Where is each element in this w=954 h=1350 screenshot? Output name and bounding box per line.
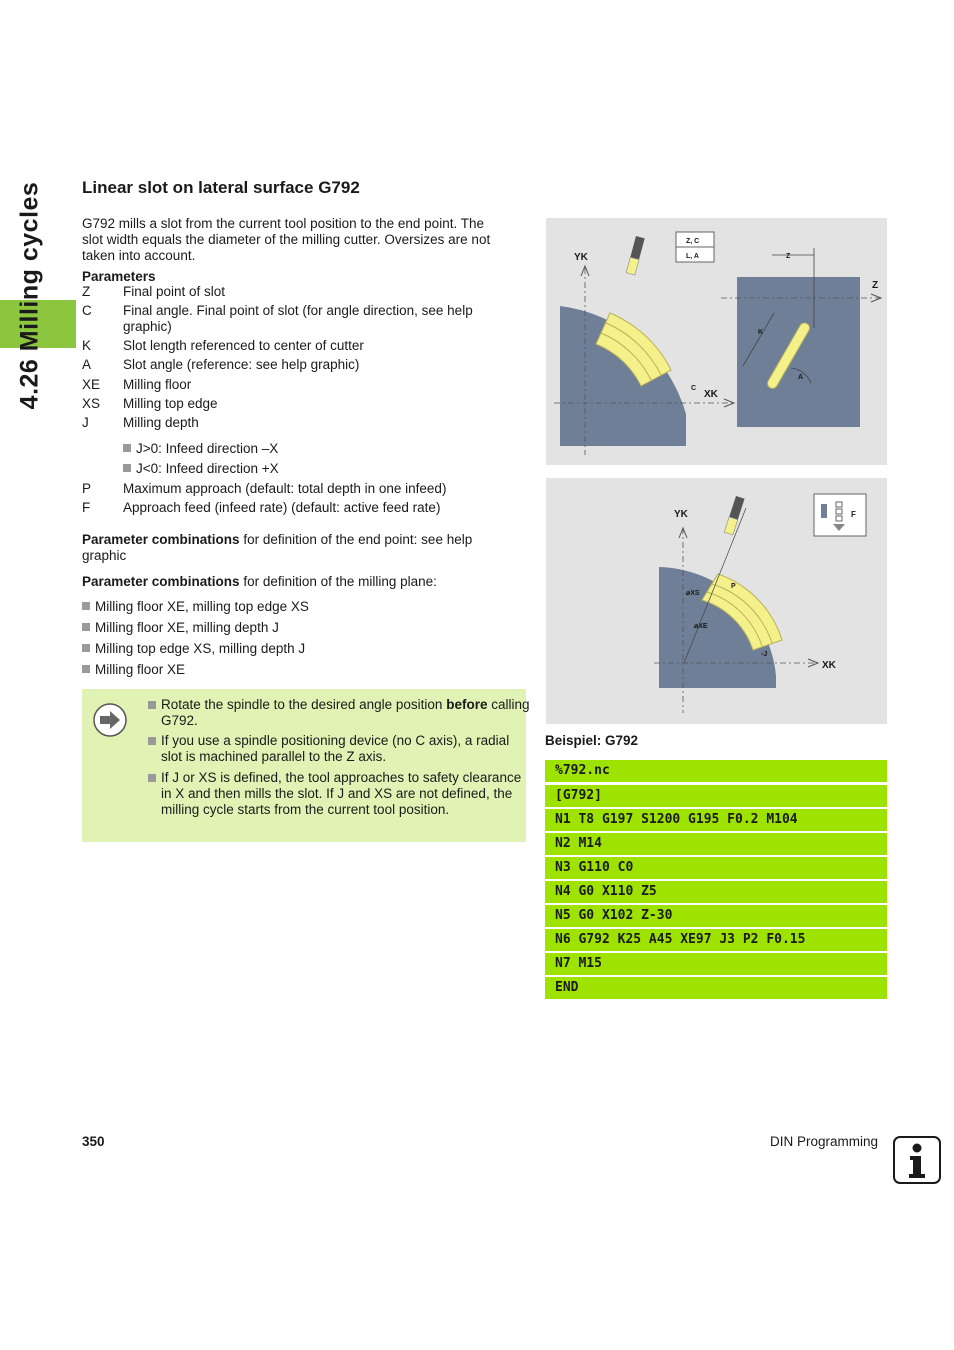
code-line: [G792] [545, 785, 887, 807]
param-key: Z [82, 284, 91, 299]
param-desc: Slot angle (reference: see help graphic) [123, 357, 360, 372]
bullet-square-icon [82, 644, 90, 652]
param-desc: Milling depth [123, 415, 199, 430]
note-item: If you use a spindle positioning device (no C axis), a radial slot is machined parallel to the Z axis. [148, 733, 531, 765]
axis-label-yk: YK [674, 509, 688, 520]
plane-option: Milling floor XE, milling top edge XS [82, 599, 309, 615]
code-line: N6 G792 K25 A45 XE97 J3 P2 F0.15 [545, 929, 887, 951]
label-f: F [851, 510, 856, 519]
workpiece-side [737, 277, 860, 427]
code-line: %792.nc [545, 760, 887, 782]
arrow-right-icon [93, 703, 127, 737]
legend-zc: Z, C [686, 238, 700, 245]
parameters-heading: Parameters [82, 269, 156, 284]
combo-end-point: Parameter combinations for definition of the end point: see help graphic [82, 532, 473, 563]
param-key: F [82, 500, 91, 515]
bullet-square-icon [82, 623, 90, 631]
param-desc: Slot length referenced to center of cutter [123, 338, 364, 353]
note-item: If J or XS is defined, the tool approaches to safety clearance in X and then mills the slot. If J and XS are not defined, the milling cycle starts from the current tool position. [148, 770, 531, 818]
label-z-dim: Z [786, 253, 791, 260]
page-number: 350 [82, 1134, 105, 1149]
code-line: N2 M14 [545, 833, 887, 855]
side-tab-label: 4.26 Milling cycles [15, 181, 44, 409]
plane-option: Milling top edge XS, milling depth J [82, 641, 305, 657]
note-box [82, 689, 530, 842]
chapter-name: DIN Programming [770, 1134, 879, 1149]
axis-label-yk: YK [574, 252, 588, 263]
param-key: K [82, 338, 92, 353]
param-desc: Maximum approach (default: total depth in one infeed) [123, 481, 447, 496]
section-title: Linear slot on lateral surface G792 [82, 178, 360, 197]
info-icon [893, 1136, 941, 1184]
param-key: XE [82, 377, 101, 392]
code-line: N3 G110 C0 [545, 857, 887, 879]
code-line: END [545, 977, 887, 999]
bullet-square-icon [82, 665, 90, 673]
code-line: N5 G0 X102 Z-30 [545, 905, 887, 927]
param-desc: Milling top edge [123, 396, 218, 411]
param-key: XS [82, 396, 101, 411]
code-line: N1 T8 G197 S1200 G195 F0.2 M104 [545, 809, 887, 831]
plane-option: Milling floor XE [82, 662, 185, 678]
param-desc: Final point of slot [123, 284, 226, 299]
plane-option: Milling floor XE, milling depth J [82, 620, 279, 636]
label-c: C [691, 385, 697, 392]
label-xe: ⌀XE [694, 623, 708, 630]
label-p: P [731, 583, 736, 590]
bullet-square-icon [82, 602, 90, 610]
param-desc: Milling floor [123, 377, 192, 392]
bullet-square-icon [123, 444, 131, 452]
help-graphic-milling-plane [546, 478, 887, 724]
combo-plane: Parameter combinations for definition of the milling plane: [82, 574, 437, 589]
bullet-square-icon [123, 464, 131, 472]
label-a: A [798, 374, 804, 381]
label-j: -J [761, 651, 768, 658]
param-desc: Final angle. Final point of slot (for angle direction, see help graphic) [123, 303, 473, 334]
param-key: P [82, 481, 92, 496]
example-title: Beispiel: G792 [545, 733, 639, 748]
j-option: J>0: Infeed direction –X [123, 441, 278, 457]
j-option: J<0: Infeed direction +X [123, 461, 279, 477]
axis-label-xk: XK [704, 389, 718, 400]
intro-line-2: slot width equals the diameter of the milling cutter. Oversizes are not [82, 232, 491, 247]
param-desc: Approach feed (infeed rate) (default: active feed rate) [123, 500, 441, 515]
side-tab [0, 180, 60, 410]
axis-label-xk: XK [822, 660, 836, 671]
label-k: K [758, 329, 764, 336]
intro-line-3: taken into account. [82, 248, 196, 263]
bullet-square-icon [148, 737, 156, 745]
code-line: N7 M15 [545, 953, 887, 975]
code-line: N4 G0 X110 Z5 [545, 881, 887, 903]
intro-line-1: G792 mills a slot from the current tool position to the end point. The [82, 216, 484, 231]
help-graphic-end-point [546, 218, 887, 465]
param-key: A [82, 357, 92, 372]
legend-la: L, A [686, 253, 699, 260]
label-xs: ⌀XS [686, 590, 700, 597]
note-item: Rotate the spindle to the desired angle position before calling G792. [148, 697, 531, 729]
param-key: J [82, 415, 89, 430]
param-key: C [82, 303, 92, 318]
bullet-square-icon [148, 774, 156, 782]
bullet-square-icon [148, 701, 156, 709]
axis-label-z: Z [872, 280, 879, 291]
